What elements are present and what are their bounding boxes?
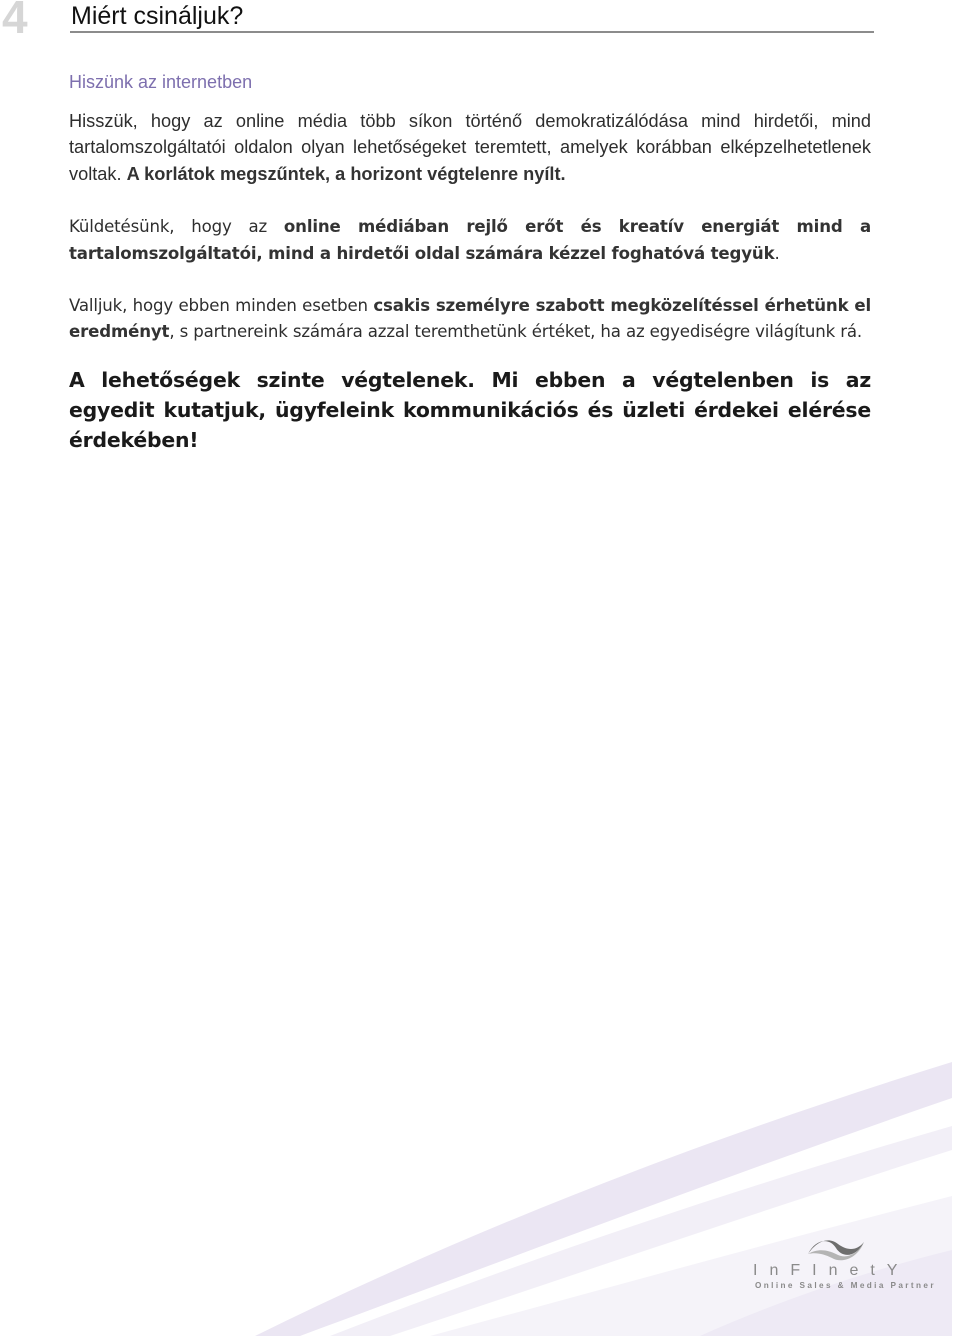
section-heading: Hiszünk az internetben: [69, 72, 253, 92]
paragraph-mission-emphasis: online médiában rejlő erőt és kreatív energiát mind a tartalomszolgáltatói, mind a hirdetői oldal számára kézzel foghatóvá tegyük: [69, 217, 871, 263]
paragraph-values-emphasis: csakis személyre szabott megközelítéssel érhetünk el eredményt: [69, 296, 871, 342]
paragraph-closing: A lehetőségek szinte végtelenek. Mi ebben a végtelenben is az egyedit kutatjuk, ügyfeleink kommunikációs és üzleti érdekei elérése érdekében!: [69, 367, 871, 452]
paragraph-values-lead: Valljuk, hogy ebben minden esetben: [69, 296, 374, 316]
logo-tagline: Online Sales & Media Partner: [755, 1281, 936, 1290]
paragraph-mission-lead: Küldetésünk, hogy az: [69, 217, 284, 237]
paragraph-values-end: , s partnereink számára azzal teremthetünk értéket, ha az egyediségre világítunk rá.: [169, 322, 863, 342]
page-title: Miért csináljuk?: [71, 2, 244, 30]
paragraph-intro-emphasis: A korlátok megszűntek, a horizont végtelenre nyílt.: [126, 163, 566, 184]
infinity-swoosh-icon: [806, 1234, 866, 1264]
page-number: 4: [2, 0, 28, 43]
paragraph-mission-end: .: [774, 243, 780, 263]
logo-wordmark: InFInetY: [753, 1262, 910, 1279]
paragraph-intro-text: Hisszük, hogy az online média több síkon történő demokratizálódása mind hirdetői, mind tartalomszolgáltatói oldalon olyan lehetőségeket teremtett, amelyek korábban elképzelhetetlenek voltak.: [69, 111, 871, 184]
